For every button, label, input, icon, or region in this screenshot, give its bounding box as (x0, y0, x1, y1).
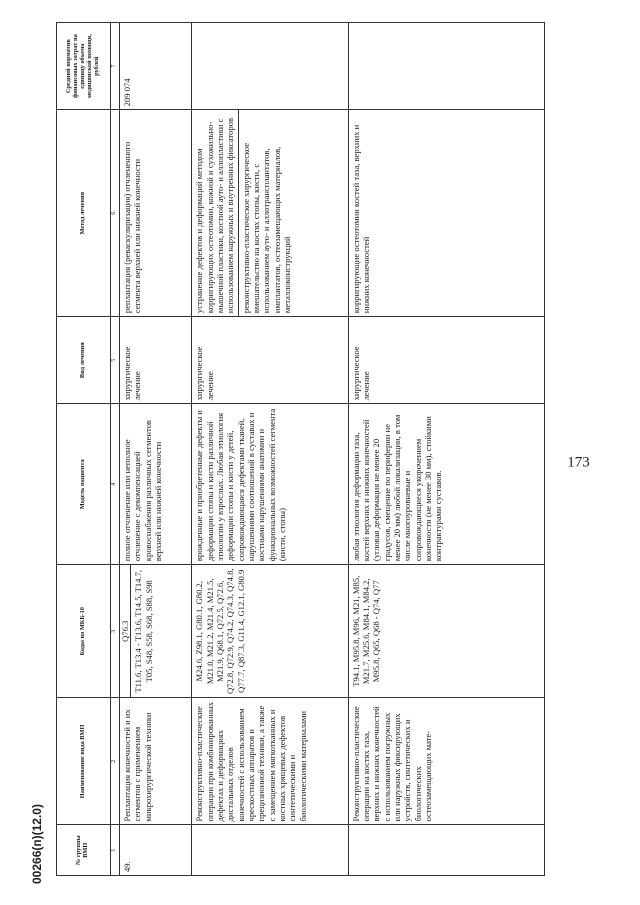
average-cost-cell (348, 23, 544, 110)
column-number: 5 (110, 317, 119, 404)
treatment-type-cell: хирургическое лечение (120, 317, 192, 404)
treatment-method-cell (192, 110, 348, 317)
header-average-cost: Средний норматив финансовых затрат на единицу объема медицинской помощи, рублей (57, 23, 111, 110)
rotated-page (22, 8, 590, 884)
page-number: 173 (567, 454, 590, 471)
header-group-number: № группы ВМП (57, 825, 111, 876)
vmp-table (56, 22, 545, 876)
icd-codes-cell (120, 565, 192, 698)
vmp-name-cell: Реконструктивно-пластические операции при комбинированных дефектах и деформациях дистальных отделов конечностей с использованием чрескостных аппаратов и прецизионной техники, а также с замещением мягкотканных и костных хрящевых дефектов синтетическими и биологическими материалами (192, 698, 348, 825)
column-number: 4 (110, 404, 119, 565)
icd-codes-cell: M24.6, Z98.1, G80.1, G80.2, M21.0, M21.2, M21.4, M21.5, M21.9, Q68.1, Q72.5, Q72.6, Q72.8, Q72.9, Q74.2, Q74.3, Q74.8, Q77.7, Q87.3, G11.4, G12.1, G80.9 (192, 565, 348, 698)
patient-model-cell: полное отчленение или неполное отчленение с декомпенсацией кровоснабжения различных сегментов верхней или нижней конечности (120, 404, 192, 565)
icd-codes: T11.6, T13.4 - T13.6, T14.5, T14.7, T05, S48, S58, S68, S88, S98 (133, 569, 154, 693)
column-number: 1 (110, 825, 119, 876)
group-number-cell (348, 825, 544, 876)
column-number: 3 (110, 565, 119, 698)
header-treatment-method: Метод лечения (57, 110, 111, 317)
document-code: 00266(п)(12.0) (30, 804, 44, 884)
column-number: 7 (110, 23, 119, 110)
header-icd-codes: Коды по МКБ-10 (57, 565, 111, 698)
vmp-name-cell: Реплантация конечностей и их сегментов с применением микрохирургической техники (120, 698, 192, 825)
treatment-method-item: реконструктивно-пластическое хирургическое вмешательство на костях стопы, кисти, с использованием ауто- и аллотрансплантатов, имплантатов, остеозамещающих материалов, металлоконструкций (240, 142, 292, 314)
vmp-name-cell: Реконструктивно-пластические операции на костях таза, верхних и нижних конечностей с использованием погружных или наружных фиксирующих устройств, синтетических и биологических остеозамещающих мате- (348, 698, 544, 825)
header-treatment-type: Вид лечения (57, 317, 111, 404)
treatment-method-cell: корригирующие остеотомии костей таза, верхних и нижних конечностей (348, 110, 544, 317)
column-number: 6 (110, 110, 119, 317)
patient-model-cell: врожденные и приобретенные дефекты и деформации стопы и кисти различной этиологии у взрослых. Любая этиология деформации стопы и кисти у детей, сопровождающаяся дефектами тканей, нарушениями соотношений в суставах и костными нарушениями анатомии и функциональных возможностей сегмента (кисти, стопы) (192, 404, 348, 565)
column-number-row (110, 23, 119, 876)
patient-model-cell: любая этиология деформации таза, костей верхних и нижних конечностей (угловая деформация не менее 20 градусов, смещение по периферии не менее 20 мм) любой локализации, в том числе многоуровневые и сопровождающиеся укорочением конечности (не менее 30 мм), стойкими контрактурами суставов. (348, 404, 544, 565)
column-number: 2 (110, 698, 119, 825)
table-row (192, 23, 348, 876)
treatment-type-cell: хирургическое лечение (192, 317, 348, 404)
treatment-method-item: устранение дефектов и деформаций методом корригирующих остеотомии, кожной и сухожильно-мышечной пластики, костной ауто- и аллопластики с использованием наружных и внутренних фиксаторов (192, 110, 238, 316)
table-header-row (57, 23, 111, 876)
average-cost-cell: 209 074 (120, 23, 192, 110)
icd-codes-cell: T94.1, M95.8, M96, M21, M85, M21.7, M25.6, M84.1, M84.2, M95.8, Q65, Q68 - Q74, Q77 (348, 565, 544, 698)
treatment-method-cell: реплантация (реваскуляризация) отчлененного сегмента верхней или нижней конечности (120, 110, 192, 317)
header-vmp-name: Наименование вида ВМП (57, 698, 111, 825)
average-cost-cell (192, 23, 348, 110)
header-patient-model: Модель пациента (57, 404, 111, 565)
group-number-cell: 49. (120, 825, 192, 876)
icd-code-continuation: Q76.3 (120, 565, 131, 697)
table-row (120, 23, 192, 876)
treatment-type-cell: хирургическое лечение (348, 317, 544, 404)
table-row (348, 23, 544, 876)
group-number-cell (192, 825, 348, 876)
